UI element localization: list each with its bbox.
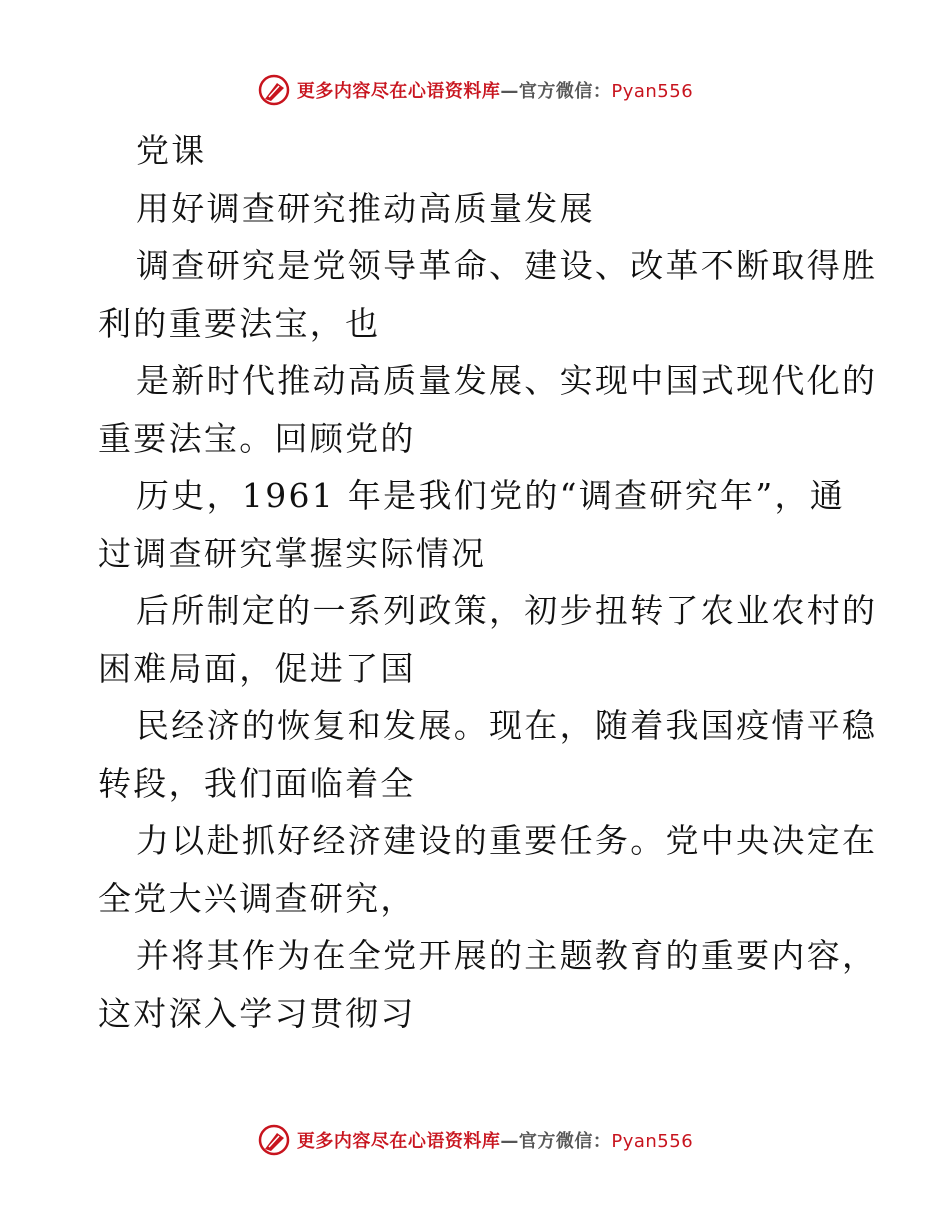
watermark-site-name: 更多内容尽在心语资料库: [296, 1131, 501, 1152]
watermark-wechat-id: Pyan556: [611, 1131, 694, 1152]
paragraph-line: 困难局面，促进了国: [98, 648, 416, 688]
paragraph-line: 这对深入学习贯彻习: [98, 993, 416, 1033]
paragraph-line: 过调查研究掌握实际情况: [98, 533, 487, 573]
paragraph-line: 调查研究是党领导革命、建设、改革不断取得胜: [136, 246, 878, 285]
watermark-text: [297, 77, 693, 103]
doc-title: 用好调查研究推动高质量发展: [136, 188, 595, 228]
pen-nib-logo-icon: [257, 1123, 291, 1157]
document-body: [98, 122, 878, 1042]
paragraph-line: 重要法宝。回顾党的: [98, 418, 416, 458]
paragraph-line: 历史，1961 年是我们党的“调查研究年”，通: [136, 476, 846, 515]
footer-watermark: [0, 1120, 950, 1160]
paragraph-line: 全党大兴调查研究，: [98, 878, 416, 918]
doc-title-category: 党课: [136, 131, 207, 170]
pen-nib-logo-icon: [257, 73, 291, 107]
header-watermark: [0, 70, 950, 110]
paragraph-line: 力以赴抓好经济建设的重要任务。党中央决定在: [136, 821, 878, 860]
watermark-wechat-label: —官方微信：: [500, 1131, 612, 1152]
paragraph-line: 并将其作为在全党开展的主题教育的重要内容，: [136, 936, 878, 975]
watermark-wechat-id: Pyan556: [611, 81, 694, 102]
paragraph-line: 转段，我们面临着全: [98, 763, 416, 803]
paragraph-line: 利的重要法宝，也: [98, 303, 381, 343]
watermark-text: [297, 1127, 693, 1153]
watermark-site-name: 更多内容尽在心语资料库: [296, 81, 501, 102]
paragraph-line: 是新时代推动高质量发展、实现中国式现代化的: [136, 361, 878, 400]
watermark-wechat-label: —官方微信：: [500, 81, 612, 102]
paragraph-line: 后所制定的一系列政策，初步扭转了农业农村的: [136, 591, 878, 630]
paragraph-line: 民经济的恢复和发展。现在，随着我国疫情平稳: [136, 706, 878, 745]
